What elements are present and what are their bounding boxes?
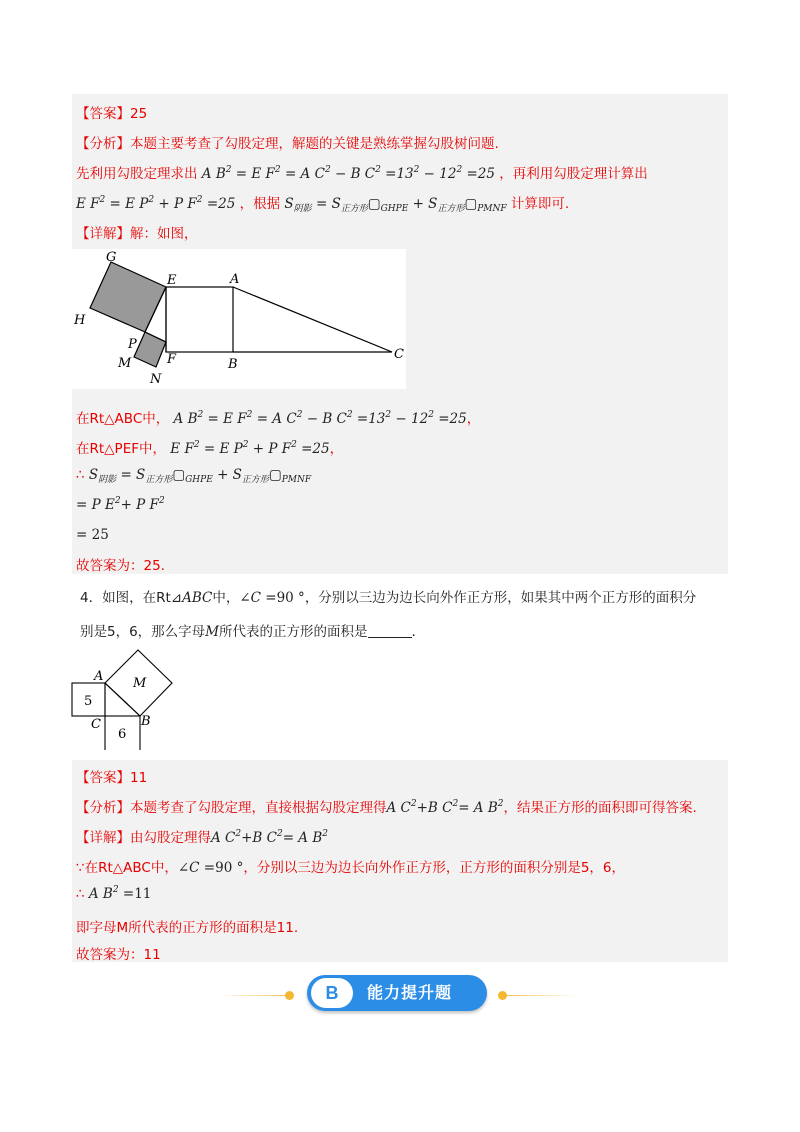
analysis-tag: 【分析】 <box>76 800 130 816</box>
banner-line-right <box>506 995 576 996</box>
q3-figure <box>72 249 406 389</box>
q4-solution-block <box>72 760 728 962</box>
detail-tag: 【详解】 <box>76 830 130 846</box>
label-g: G <box>106 250 117 265</box>
eq-ef-ep-pf: E $F^2 = E$ $P^2 + P$ $F^2 =25$ <box>76 195 236 212</box>
q3-step-4: = P $E^2+ P$ $F^2$ <box>76 496 165 513</box>
q3-method-line: 先利用勾股定理求出 A $B^2 = E$ $F^2 = A$ $C^2 - B$ $C^2 =13^2 - 12^2 =25$ ，再利用勾股定理计算出 <box>76 165 648 182</box>
section-banner <box>307 975 487 1011</box>
answer-tag: 【答案】 <box>76 770 130 786</box>
label-m: M <box>118 356 132 371</box>
q4-question-line-2: 别是5，6，那么字母M所代表的正方形的面积是 . <box>80 624 416 640</box>
q3-analysis-line <box>76 132 499 152</box>
q4-conclusion: 即字母M所代表的正方形的面积是11. <box>76 920 299 936</box>
section-letter: B <box>311 978 353 1008</box>
answer-blank[interactable] <box>368 623 412 638</box>
q4-analysis-line: 【分析】本题考查了勾股定理，直接根据勾股定理得A $C^2+B$ $C^2= A$ $B^2$，结果正方形的面积即可得答案. <box>76 799 697 816</box>
detail-tag: 【详解】 <box>76 226 130 242</box>
label-a: A <box>94 669 104 684</box>
q3-step-2: 在Rt△PEF中， E $F^2 = E$ $P^2 + P$ $F^2 =25$， <box>76 440 344 457</box>
q4-answer-line <box>76 766 147 786</box>
q4-question-line-1: 4．如图，在Rt⊿ABC中，∠C =90 °，分别以三边为边长向外作正方形，如果其中两个正方形的面积分 <box>80 590 697 606</box>
q4-figure <box>66 645 178 750</box>
q3-step-3: ∴ $S_{阴影}$ = $S_{正方形}▢_{GHPE}$ + $S_{正方形}▢_{PMNF}$ <box>76 467 312 485</box>
q3-answer-line <box>76 102 147 122</box>
q3-solution-block <box>72 94 728 574</box>
label-area-6: 6 <box>118 727 127 742</box>
banner-dot-left <box>285 991 294 1000</box>
label-f: F <box>167 352 177 367</box>
q3-step-5: = 25 <box>76 527 109 543</box>
q3-final-answer: 故答案为：25. <box>76 558 165 574</box>
q3-step-1: 在Rt△ABC中， A $B^2 = E$ $F^2 = A$ $C^2 - B$ $C^2 =13^2 - 12^2 =25$， <box>76 410 481 427</box>
q4-detail-line: 【详解】由勾股定理得A $C^2+B$ $C^2= A$ $B^2$ <box>76 829 329 846</box>
q4-because-line: ∵在Rt△ABC中，∠C =90 °，分别以三边为边长向外作正方形，正方形的面积分别是5，6， <box>76 860 626 876</box>
q3-detail-line: 【详解】解：如图， <box>76 226 198 242</box>
eq-ab-ef: A $B^2 = E$ $F^2 = A$ $C^2 - B$ $C^2 =13^2 - 12^2 =25$ <box>201 165 495 182</box>
answer-tag: 【答案】 <box>76 106 130 122</box>
label-area-5: 5 <box>84 694 93 709</box>
banner-line-left <box>218 995 288 996</box>
label-b: B <box>141 714 151 729</box>
label-m: M <box>133 676 147 691</box>
label-c: C <box>394 347 404 362</box>
section-title: 能力提升题 <box>367 983 453 1002</box>
label-h: H <box>74 313 86 328</box>
answer-value: 11 <box>130 770 148 786</box>
label-p: P <box>128 337 137 352</box>
answer-value: 25 <box>130 106 148 122</box>
label-a: A <box>230 272 240 287</box>
eq-shade-area: $S_{阴影}$ = $S_{正方形}▢_{GHPE}$ + $S_{正方形}▢_{PMNF}$ <box>284 196 507 214</box>
label-c: C <box>91 717 101 732</box>
analysis-text: 本题主要考查了勾股定理，解题的关键是熟练掌握勾股树问题. <box>130 136 499 152</box>
q3-method-line-2: E $F^2 = E$ $P^2 + P$ $F^2 =25$ ，根据 $S_{阴影}$ = $S_{正方形}▢_{GHPE}$ + $S_{正方形}▢_{PMNF}$ 计算即可. <box>76 195 570 214</box>
label-e: E <box>167 273 177 288</box>
analysis-tag: 【分析】 <box>76 136 130 152</box>
q4-therefore-line: ∴ A $B^2 =11$ <box>76 885 152 902</box>
label-n: N <box>150 372 162 387</box>
q4-final-answer: 故答案为：11 <box>76 947 161 963</box>
label-b: B <box>228 357 238 372</box>
